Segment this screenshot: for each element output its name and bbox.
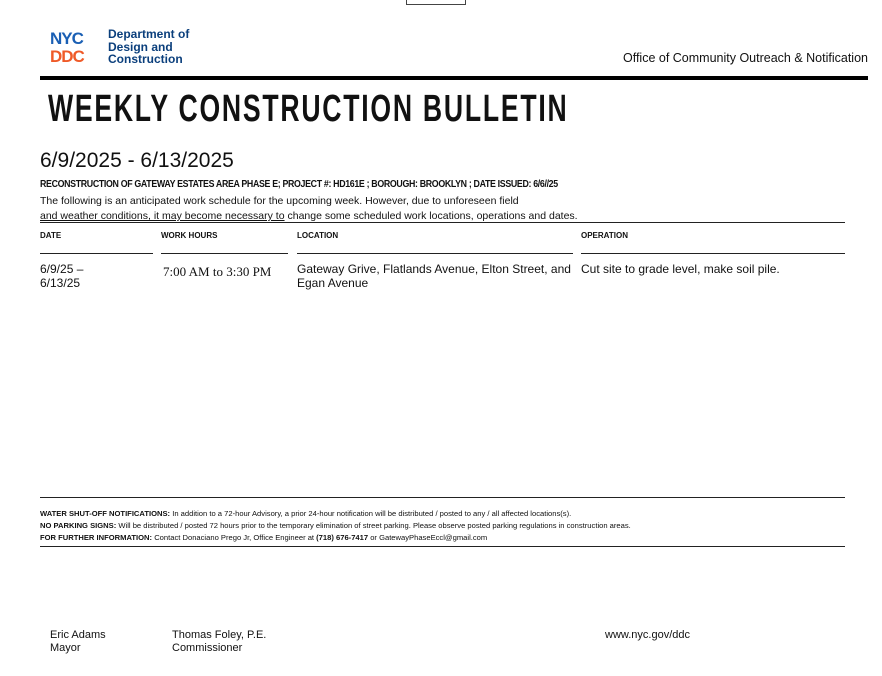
office-name: Office of Community Outreach & Notification [622,51,868,65]
mayor-name: Eric Adams [50,629,106,641]
info-notice [40,533,487,542]
org-line-3: Construction [108,52,183,66]
col-rule-hours [161,253,288,254]
org-line-2: Design and [108,39,173,54]
logo-ddc: DDC [50,47,84,64]
mayor-title: Mayor [50,642,81,654]
parking-notice [40,521,631,530]
water-label: WATER SHUT-OFF NOTIFICATIONS: [40,509,171,518]
intro-line-2-a: and weather conditions, it [40,210,162,222]
bulletin-title: WEEKLY CONSTRUCTION BULLETIN [48,88,569,130]
intro-line-2-c: change some scheduled work locations, operations and dates. [284,210,578,222]
intro-line-2-b: may become necessary to [162,210,285,222]
top-tab-frame [406,0,466,5]
commissioner-signature [172,629,266,655]
col-rule-date [40,253,153,254]
parking-text: Will be distributed / posted 72 hours prior to the temporary elimination of street parking. Please observe posted parking regulations in construction areas. [118,521,631,530]
commissioner-title: Commissioner [172,642,243,654]
info-phone: (718) 676-7417 [316,533,369,542]
website-link[interactable]: www.nyc.gov/ddc [605,629,690,641]
table-top-rule [40,222,845,223]
intro-line-1: The following is an anticipated work schedule for the upcoming week. However, due to unforeseen field [40,195,519,207]
row-hours: 7:00 AM to 3:30 PM [163,264,272,279]
footer-top-rule [40,497,845,498]
info-text-b: or GatewayPhaseEccl@gmail.com [368,533,488,542]
row-location: Gateway Grive, Flatlands Avenue, Elton Street, and Egan Avenue [297,262,571,290]
col-rule-operation [581,253,845,254]
info-label: FOR FURTHER INFORMATION: [40,533,153,542]
project-line: RECONSTRUCTION OF GATEWAY ESTATES AREA PHASE E; PROJECT #: HD161E ; BOROUGH: BROOKLYN ; DATE ISSUED: 6/6//25 [40,178,558,190]
commissioner-name: Thomas Foley, P.E. [172,629,267,641]
header-work-hours: WORK HOURS [161,231,218,240]
org-line-1: Department of [108,27,190,41]
nyc-ddc-logo [50,28,104,64]
mayor-signature [50,629,106,655]
header-date: DATE [40,231,62,240]
water-notice [40,509,571,518]
header-rule [40,76,868,80]
row-date: 6/9/25 – 6/13/25 [40,262,84,290]
header-location: LOCATION [297,231,339,240]
date-range: 6/9/2025 - 6/13/2025 [40,149,234,172]
intro-line-2 [40,210,578,222]
footer-bottom-rule [40,546,845,547]
info-text-a: Contact Donaciano Prego Jr, Office Engineer at [154,533,317,542]
row-operation: Cut site to grade level, make soil pile. [581,262,780,276]
logo-nyc: NYC [50,29,83,48]
water-text: In addition to a 72-hour Advisory, a prior 24-hour notification will be distributed / posted to any / all affected locations(s). [172,509,572,518]
col-rule-location [297,253,573,254]
org-name [108,28,189,66]
parking-label: NO PARKING SIGNS: [40,521,117,530]
header-operation: OPERATION [581,231,628,240]
